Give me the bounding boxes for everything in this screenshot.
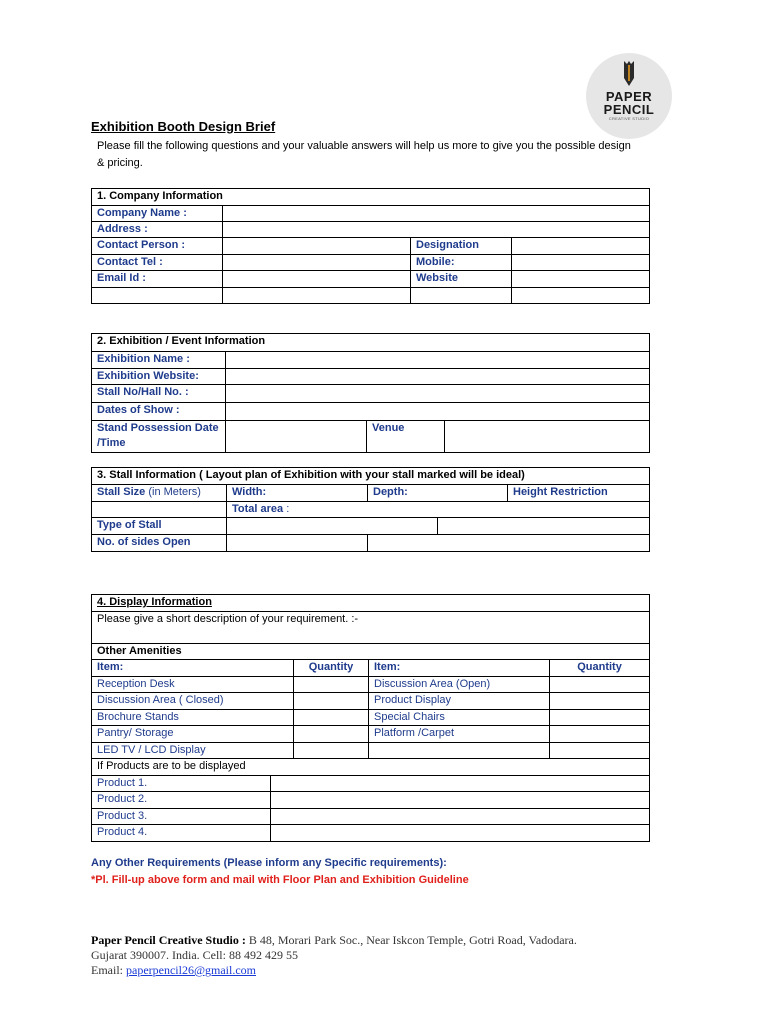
- product-field[interactable]: [271, 776, 650, 792]
- products-title: If Products are to be displayed: [92, 759, 650, 776]
- item-header: Item:: [92, 660, 294, 677]
- width-field[interactable]: Width:: [227, 485, 368, 502]
- section-title: 3. Stall Information ( Layout plan of Exhibition with your stall marked will be ideal): [92, 468, 650, 485]
- type-of-stall-field[interactable]: [227, 518, 438, 535]
- footer-email-label: Email:: [91, 963, 126, 977]
- stand-possession-label: Stand Possession Date /Time: [92, 421, 226, 453]
- exhibition-website-field[interactable]: [226, 369, 650, 385]
- email-label: Email Id :: [92, 271, 223, 288]
- mobile-label: Mobile:: [411, 255, 512, 271]
- other-requirements-text: Any Other Requirements (Please inform any Specific requirements):: [91, 857, 447, 869]
- contact-tel-label: Contact Tel :: [92, 255, 223, 271]
- section-title: 4. Display Information: [92, 595, 650, 612]
- amenity-item: Pantry/ Storage: [92, 726, 294, 743]
- address-field[interactable]: [223, 222, 650, 238]
- website-field[interactable]: [512, 271, 650, 288]
- quantity-header: Quantity: [550, 660, 650, 677]
- venue-field[interactable]: [445, 421, 650, 453]
- amenity-item: Reception Desk: [92, 677, 294, 693]
- sides-open-label: No. of sides Open: [92, 535, 227, 552]
- blank-cell[interactable]: [512, 288, 650, 304]
- blank-cell[interactable]: [92, 502, 227, 518]
- stall-info-table: [91, 467, 650, 552]
- dates-of-show-label: Dates of Show :: [92, 403, 226, 421]
- amenity-quantity-field[interactable]: [550, 693, 650, 710]
- sides-open-field[interactable]: [227, 535, 368, 552]
- display-info-table: [91, 594, 650, 842]
- height-restriction-field[interactable]: Height Restriction: [508, 485, 650, 502]
- blank-cell[interactable]: [411, 288, 512, 304]
- section-title: 1. Company Information: [92, 189, 650, 206]
- contact-person-field[interactable]: [223, 238, 411, 255]
- footer-company: Paper Pencil Creative Studio :: [91, 933, 246, 947]
- company-name-field[interactable]: [223, 206, 650, 222]
- logo-text-line2: PENCIL: [603, 102, 655, 117]
- product-field[interactable]: [271, 825, 650, 842]
- amenity-quantity-field[interactable]: [550, 726, 650, 743]
- amenity-item: Discussion Area ( Closed): [92, 693, 294, 710]
- sides-open-field-2[interactable]: [368, 535, 650, 552]
- logo-text-line1: PAPER: [605, 89, 653, 104]
- total-area-label: Total area: [232, 503, 284, 515]
- amenity-quantity-field[interactable]: [294, 710, 369, 726]
- requirement-description-field[interactable]: Please give a short description of your requirement. :-: [92, 612, 650, 644]
- product-field[interactable]: [271, 792, 650, 809]
- stall-size-unit: (in Meters): [145, 486, 201, 498]
- company-logo: [586, 53, 672, 139]
- contact-tel-field[interactable]: [223, 255, 411, 271]
- product-field[interactable]: [271, 809, 650, 825]
- amenity-quantity-field[interactable]: [294, 677, 369, 693]
- amenity-item: Special Chairs: [369, 710, 550, 726]
- company-name-label: Company Name :: [92, 206, 223, 222]
- stall-size-label: [92, 485, 227, 502]
- instruction-text: *Pl. Fill-up above form and mail with Floor Plan and Exhibition Guideline: [91, 874, 469, 886]
- email-field[interactable]: [223, 271, 411, 288]
- depth-field[interactable]: Depth:: [368, 485, 508, 502]
- stall-size-label-text: Stall Size: [97, 486, 146, 498]
- blank-cell[interactable]: [223, 288, 411, 304]
- stand-possession-field[interactable]: [226, 421, 367, 453]
- footer-address: B 48, Morari Park Soc., Near Iskcon Temple, Gotri Road, Vadodara.: [245, 933, 577, 947]
- venue-label: Venue: [367, 421, 445, 453]
- amenity-quantity-field[interactable]: [294, 743, 369, 759]
- type-of-stall-field-2[interactable]: [438, 518, 650, 535]
- amenities-title: Other Amenities: [92, 644, 650, 660]
- intro-text: Please fill the following questions and your valuable answers will help us more to give you the possible design & pricing.: [97, 140, 631, 169]
- exhibition-name-label: Exhibition Name :: [92, 352, 226, 369]
- address-label: Address :: [92, 222, 223, 238]
- product-label: Product 4.: [92, 825, 271, 842]
- total-area-suffix: :: [283, 503, 290, 515]
- section-title: 2. Exhibition / Event Information: [92, 334, 650, 352]
- amenity-item: [369, 743, 550, 759]
- type-of-stall-label: Type of Stall: [92, 518, 227, 535]
- total-area-field[interactable]: [227, 502, 650, 518]
- email-link[interactable]: paperpencil26@gmail.com: [126, 963, 257, 977]
- stall-number-label: Stall No/Hall No. :: [92, 385, 226, 403]
- amenity-quantity-field[interactable]: [550, 677, 650, 693]
- exhibition-website-label: Exhibition Website:: [92, 369, 226, 385]
- designation-field[interactable]: [512, 238, 650, 255]
- company-info-table: [91, 188, 650, 304]
- amenity-item: Product Display: [369, 693, 550, 710]
- amenity-quantity-field[interactable]: [294, 693, 369, 710]
- designation-label: Designation: [411, 238, 512, 255]
- blank-cell[interactable]: [92, 288, 223, 304]
- quantity-header: Quantity: [294, 660, 369, 677]
- product-label: Product 3.: [92, 809, 271, 825]
- item-header: Item:: [369, 660, 550, 677]
- amenity-item: Platform /Carpet: [369, 726, 550, 743]
- amenity-item: Discussion Area (Open): [369, 677, 550, 693]
- amenity-item: Brochure Stands: [92, 710, 294, 726]
- website-label: Website: [411, 271, 512, 288]
- amenity-quantity-field[interactable]: [294, 726, 369, 743]
- page-title: Exhibition Booth Design Brief: [91, 119, 276, 134]
- stall-number-field[interactable]: [226, 385, 650, 403]
- mobile-field[interactable]: [512, 255, 650, 271]
- contact-person-label: Contact Person :: [92, 238, 223, 255]
- exhibition-info-table: [91, 333, 650, 453]
- footer: [91, 933, 691, 978]
- pencil-icon: [623, 61, 635, 87]
- logo-tagline: CREATIVE STUDIO: [608, 116, 650, 121]
- amenity-quantity-field[interactable]: [550, 710, 650, 726]
- footer-address-2: Gujarat 390007. India. Cell: 88 492 429 55: [91, 948, 298, 962]
- dates-of-show-field[interactable]: [226, 403, 650, 421]
- amenity-quantity-field[interactable]: [550, 743, 650, 759]
- product-label: Product 1.: [92, 776, 271, 792]
- exhibition-name-field[interactable]: [226, 352, 650, 369]
- product-label: Product 2.: [92, 792, 271, 809]
- amenity-item: LED TV / LCD Display: [92, 743, 294, 759]
